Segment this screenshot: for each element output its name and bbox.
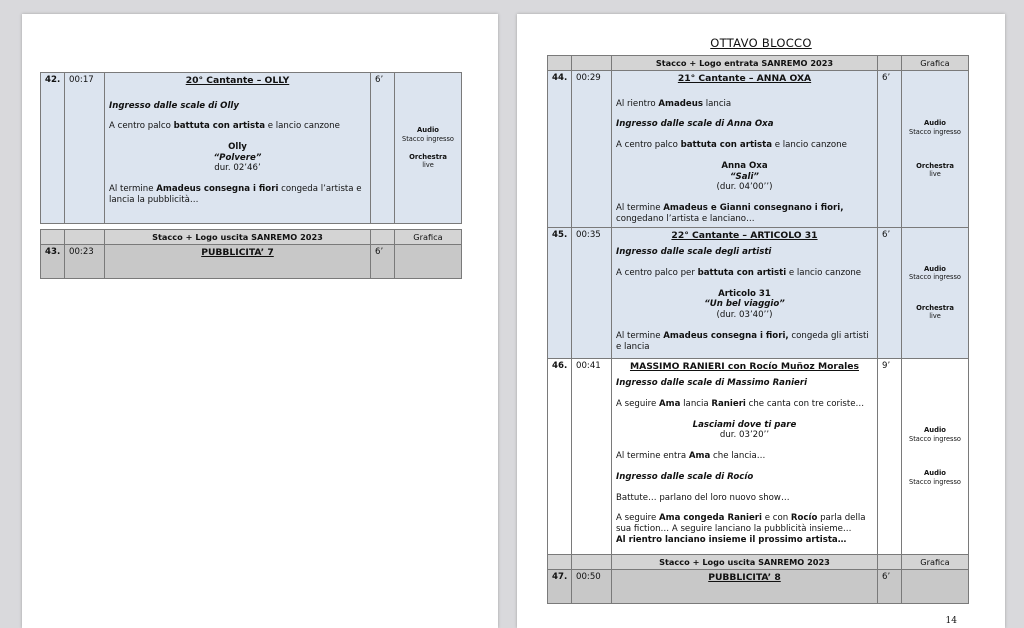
schedule-table-right xyxy=(547,55,969,604)
row-number: 42. xyxy=(41,73,65,224)
song-block: Articolo 31 “Un bel viaggio” (dur. 03’40’’) xyxy=(704,288,785,321)
row-time: 00:17 xyxy=(65,73,105,224)
song-block: Olly “Polvere” dur. 02’46’ xyxy=(213,141,262,174)
ad-title: PUBBLICITA’ 8 xyxy=(612,569,878,603)
entry-line: Ingresso dalle scale di Olly xyxy=(109,100,239,111)
row-minutes: 6’ xyxy=(371,73,395,224)
table-row: 44. 00:29 21° Cantante – ANNA OXA Al rientro Amadeus lancia Ingresso dalle scale di Anna Oxa A centro palco battuta con artista e lancio canzone Anna Oxa “Sali” (dur. 04’00’’) Al termine Amadeus e Gianni consegnano i fiori, congedano l’artista e lanciano… 6’ Audio Stacco ingresso Orchestra live xyxy=(548,71,969,227)
table-row xyxy=(41,73,462,224)
right-page xyxy=(517,14,1005,628)
cue-line: A centro palco battuta con artista e lancio canzone xyxy=(109,121,340,132)
segment-title: 22° Cantante – ARTICOLO 31 xyxy=(671,229,818,241)
segment-title: 21° Cantante – ANNA OXA xyxy=(677,73,812,85)
row-assets: Audio Stacco ingresso Orchestra live xyxy=(395,73,462,224)
page-heading: OTTAVO BLOCCO xyxy=(710,36,812,50)
cue-line: Al termine Amadeus consegna i fiori congeda l’artista e lancia la pubblicità… xyxy=(109,184,362,205)
table-row: 46. 00:41 MASSIMO RANIERI con Rocío Muñoz Morales Ingresso dalle scale di Massimo Ranieri A seguire Ama lancia Ranieri che canta con tre coriste… Lasciami dove ti pare dur. 03’20’’ Al termine entra Ama che lancia… Ingresso dalle scale di Rocío Battute… parlano del loro nuovo show… A seguire Ama congeda Ranieri e con Rocío parla della sua fiction… A seguire lanciano la pubblicità insieme… Al rientro lanciano insieme il prossimo artista… 9’ Audio Stacco ingresso Audio Stacco ingresso xyxy=(548,358,969,554)
transition-bar: Stacco + Logo uscita SANREMO 2023 Grafica xyxy=(41,230,462,245)
song-block: Lasciami dove ti pare dur. 03’20’’ xyxy=(692,419,797,441)
transition-bar: Stacco + Logo uscita SANREMO 2023 Grafica xyxy=(548,554,969,569)
schedule-table-left xyxy=(40,72,462,279)
table-row: 43. 00:23 PUBBLICITA’ 7 6’ xyxy=(41,245,462,279)
transition-bar: Stacco + Logo entrata SANREMO 2023 Grafica xyxy=(548,56,969,71)
segment-title: MASSIMO RANIERI con Rocío Muñoz Morales xyxy=(629,360,859,372)
page-number: 14 xyxy=(945,616,957,626)
ad-title: PUBBLICITA’ 7 xyxy=(105,245,371,279)
row-content xyxy=(105,73,371,224)
table-row: 45. 00:35 22° Cantante – ARTICOLO 31 Ingresso dalle scale degli artisti A centro palco per battuta con artisti e lancio canzone Articolo 31 “Un bel viaggio” (dur. 03’40’’) Al termine Amadeus consegna i fiori, congeda gli artisti e lancia 6’ Audio Stacco ingresso Orchestra live xyxy=(548,227,969,358)
segment-title: 20° Cantante – OLLY xyxy=(185,75,290,86)
left-page xyxy=(22,14,498,628)
song-block: Anna Oxa “Sali” (dur. 04’00’’) xyxy=(716,160,773,193)
table-row: 47. 00:50 PUBBLICITA’ 8 6’ xyxy=(548,569,969,603)
